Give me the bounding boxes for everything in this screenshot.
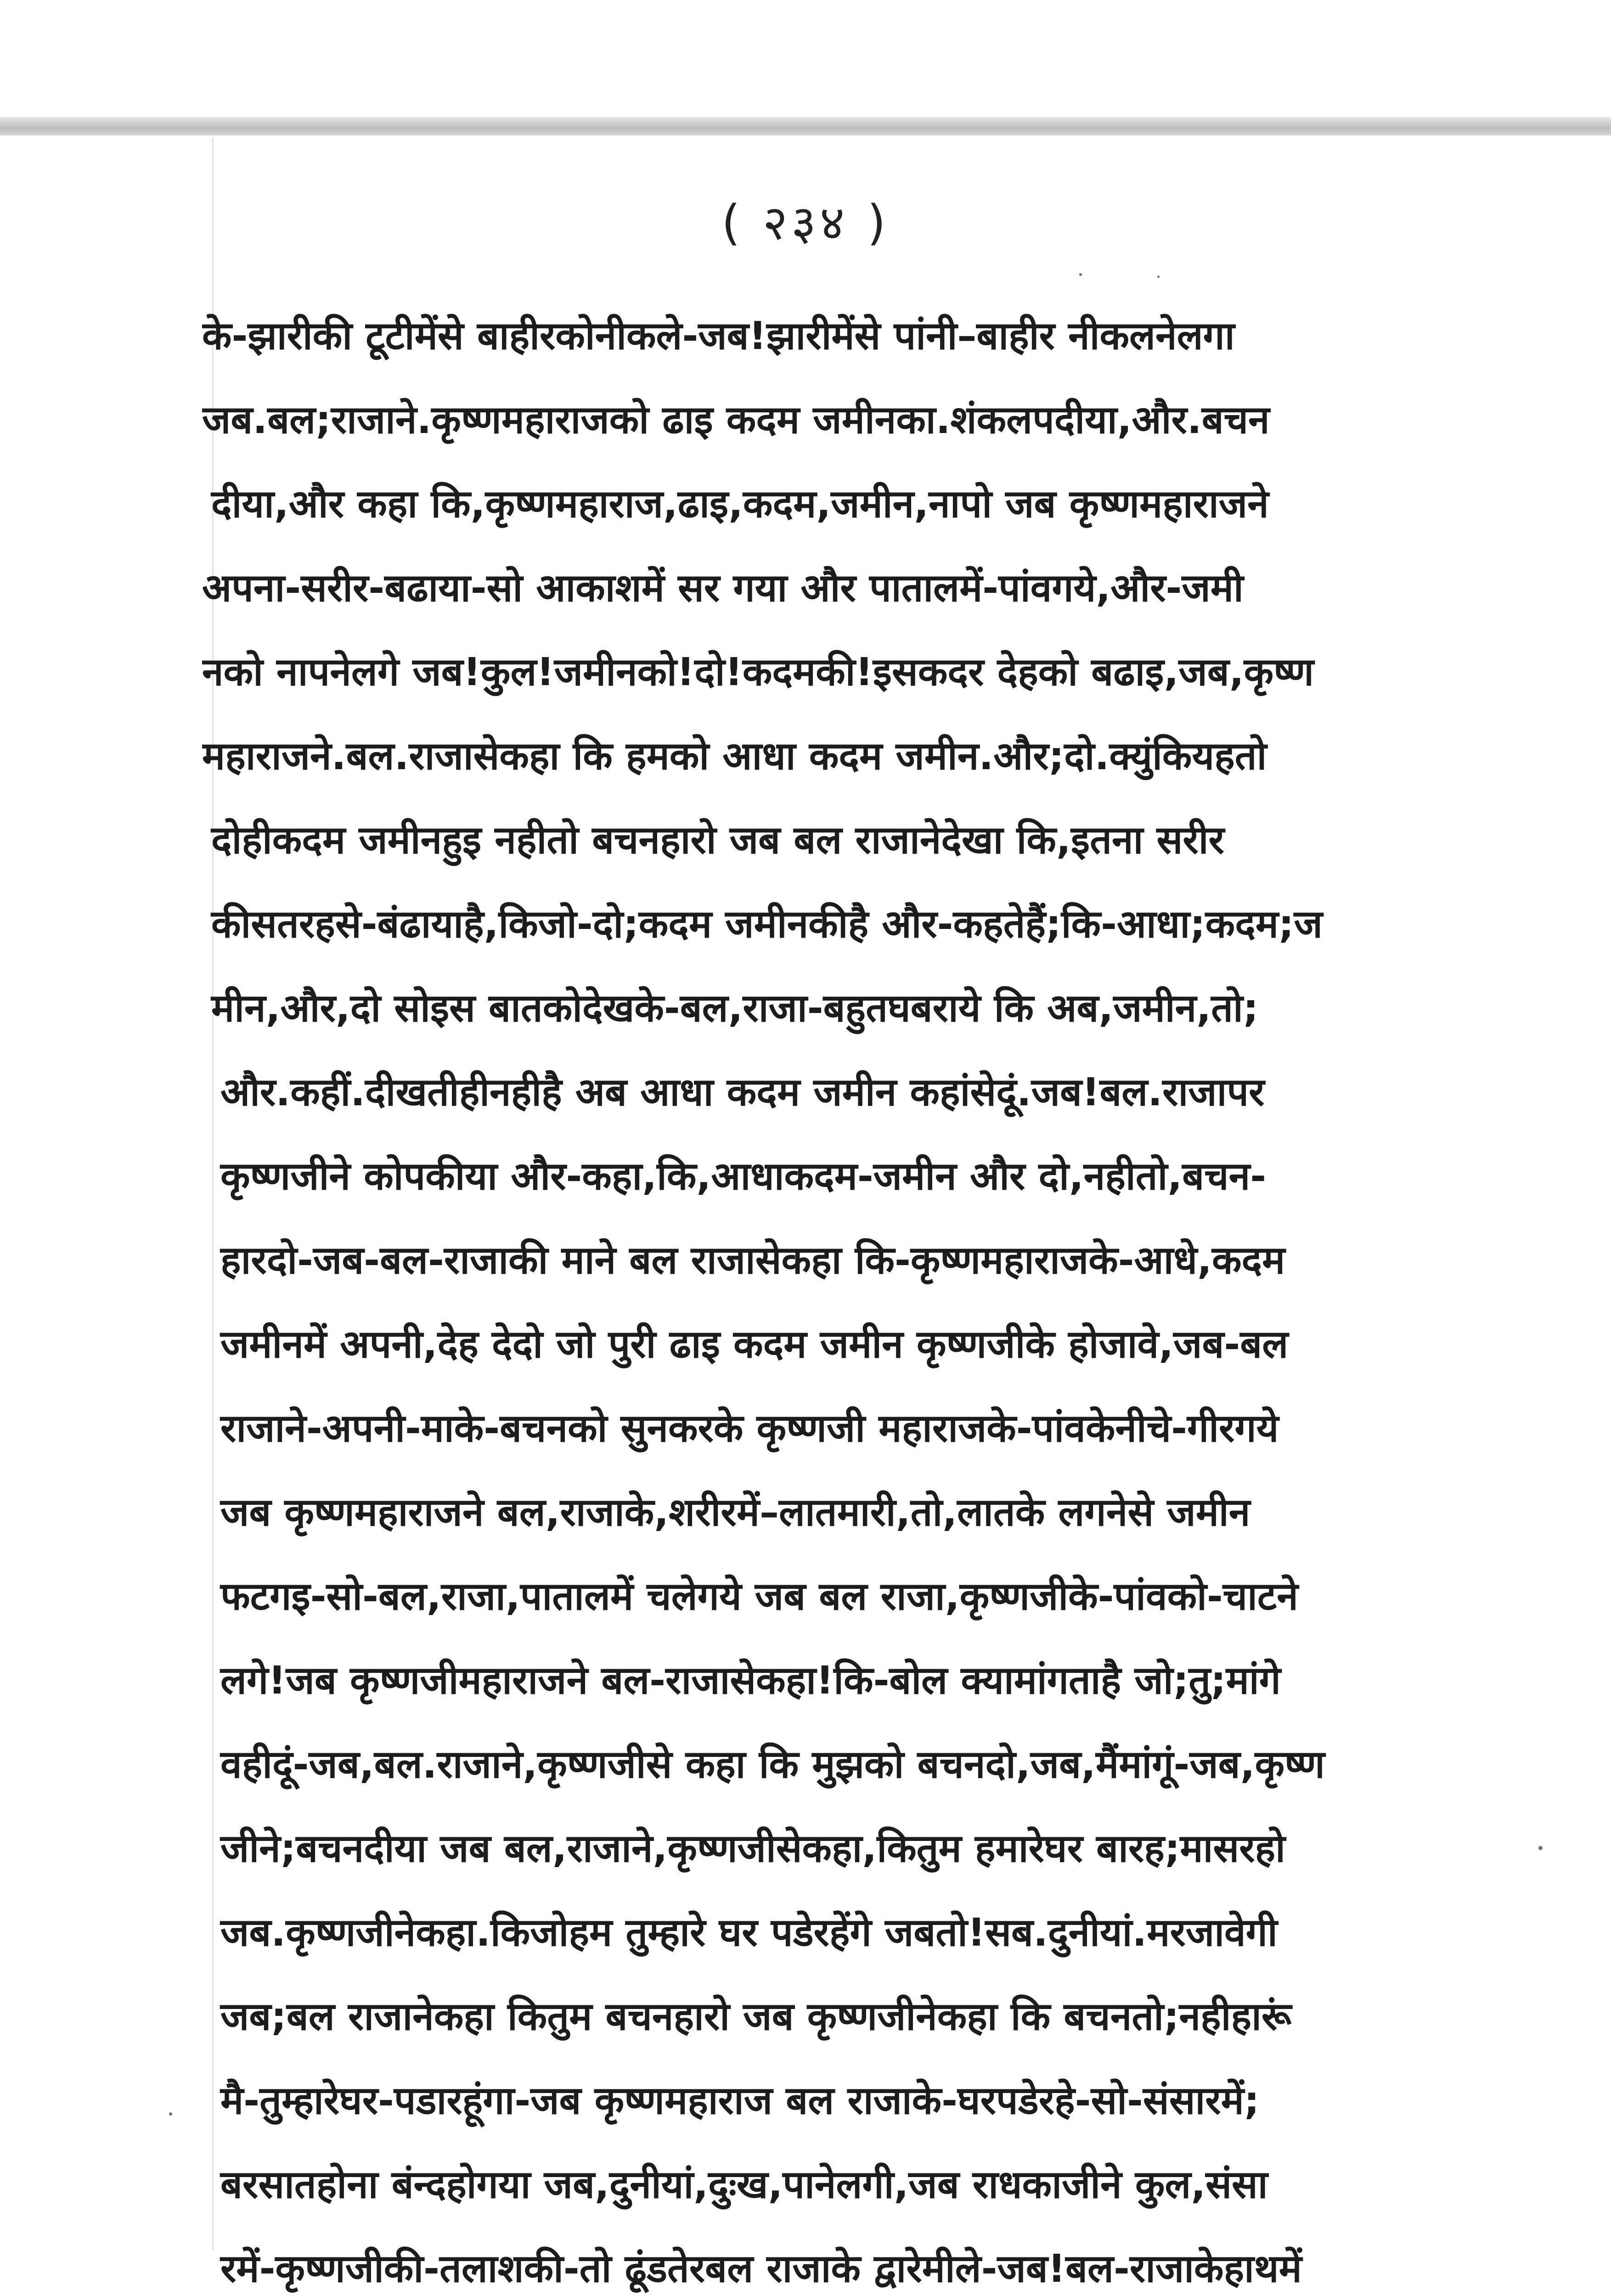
text-line: कृष्णजीने कोपकीया और-कहा,कि,आधाकदम-जमीन और दो,नहीतो,बचन-: [220, 1154, 1267, 1199]
text-line: कीसतरहसे-बंढायाहै,किजो-दो;कदम जमीनकीहै और-कहतेहैं;कि-आधा;कदम;ज: [211, 901, 1323, 946]
scan-speck: [1079, 273, 1082, 276]
scan-speck: [1538, 1846, 1543, 1850]
scan-speck: [169, 2112, 172, 2116]
text-line: और.कहीं.दीखतीहीनहीहै अब आधा कदम जमीन कहांसेदूं.जब!बल.राजापर: [220, 1069, 1265, 1114]
text-line: लगे!जब कृष्णजीमहाराजने बल-राजासेकहा!कि-बोल क्यामांगताहै जो;तु;मांगे: [220, 1658, 1281, 1703]
scan-speck: [1157, 276, 1160, 278]
text-line: बरसातहोना बंन्दहोगया जब,दुनीयां,दुःख,पानेलगी,जब राधकाजीने कुल,संसा: [220, 2162, 1268, 2207]
page-number: ( २३४ ): [721, 195, 890, 251]
text-line: फटगइ-सो-बल,राजा,पातालमें चलेगये जब बल राजा,कृष्णजीके-पांवको-चाटने: [220, 1574, 1298, 1619]
text-line: हारदो-जब-बल-राजाकी माने बल राजासेकहा कि-कृष्णमहाराजके-आधे,कदम: [220, 1238, 1285, 1283]
text-line: वहीदूं-जब,बल.राजाने,कृष्णजीसे कहा कि मुझको बचनदो,जब,मैंमांगूं-जब,कृष्ण: [220, 1742, 1325, 1787]
scan-edge-bar: [0, 117, 1611, 135]
body-text: [202, 294, 1534, 2296]
text-line: मीन,और,दो सोइस बातकोदेखके-बल,राजा-बहुतघबराये कि अब,जमीन,तो;: [211, 985, 1259, 1030]
text-line: नको नापनेलगे जब!कुल!जमीनको!दो!कदमकी!इसकदर देहको बढाइ,जब,कृष्ण: [202, 649, 1314, 694]
text-line: जमीनमें अपनी,देह देदो जो पुरी ढाइ कदम जमीन कृष्णजीके होजावे,जब-बल: [220, 1322, 1289, 1367]
text-line: अपना-सरीर-बढाया-सो आकाशमें सर गया और पातालमें-पांवगये,और-जमी: [202, 565, 1244, 610]
text-line: जीने;बचनदीया जब बल,राजाने,कृष्णजीसेकहा,कितुम हमारेघर बारह;मासरहो: [220, 1826, 1285, 1871]
text-line: जब.कृष्णजीनेकहा.किजोहम तुम्हारे घर पडेरहेंगे जबतो!सब.दुनीयां.मरजावेगी: [220, 1910, 1278, 1955]
text-line: मै-तुम्हारेघर-पडारहूंगा-जब कृष्णमहाराज बल राजाके-घरपडेरहे-सो-संसारमें;: [220, 2078, 1260, 2123]
text-line: महाराजने.बल.राजासेकहा कि हमको आधा कदम जमीन.और;दो.क्युंकियहतो: [202, 733, 1267, 778]
text-line: राजाने-अपनी-माके-बचनको सुनकरके कृष्णजी महाराजके-पांवकेनीचे-गीरगये: [220, 1406, 1279, 1451]
text-line: जब कृष्णमहाराजने बल,राजाके,शरीरमें–लातमारी,तो,लातके लगनेसे जमीन: [220, 1490, 1250, 1535]
text-line: रमें-कृष्णजीकी-तलाशकी-तो ढूंडतेरबल राजाके द्वारेमीले-जब!बल-राजाकेहाथमें: [220, 2246, 1302, 2291]
text-line: जब.बल;राजाने.कृष्णमहाराजको ढाइ कदम जमीनका.शंकलपदीया,और.बचन: [202, 397, 1270, 442]
text-line: जब;बल राजानेकहा कितुम बचनहारो जब कृष्णजीनेकहा कि बचनतो;नहीहारूं: [220, 1994, 1292, 2039]
text-line: दोहीकदम जमीनहुइ नहीतो बचनहारो जब बल राजानेदेखा कि,इतना सरीर: [211, 817, 1224, 862]
text-line: के-झारीकी टूटीमेंसे बाहीरकोनीकले-जब!झारीमेंसे पांनी–बाहीर नीकलनेलगा: [202, 313, 1235, 358]
text-line: दीया,और कहा कि,कृष्णमहाराज,ढाइ,कदम,जमीन,नापो जब कृष्णमहाराजने: [211, 481, 1269, 526]
